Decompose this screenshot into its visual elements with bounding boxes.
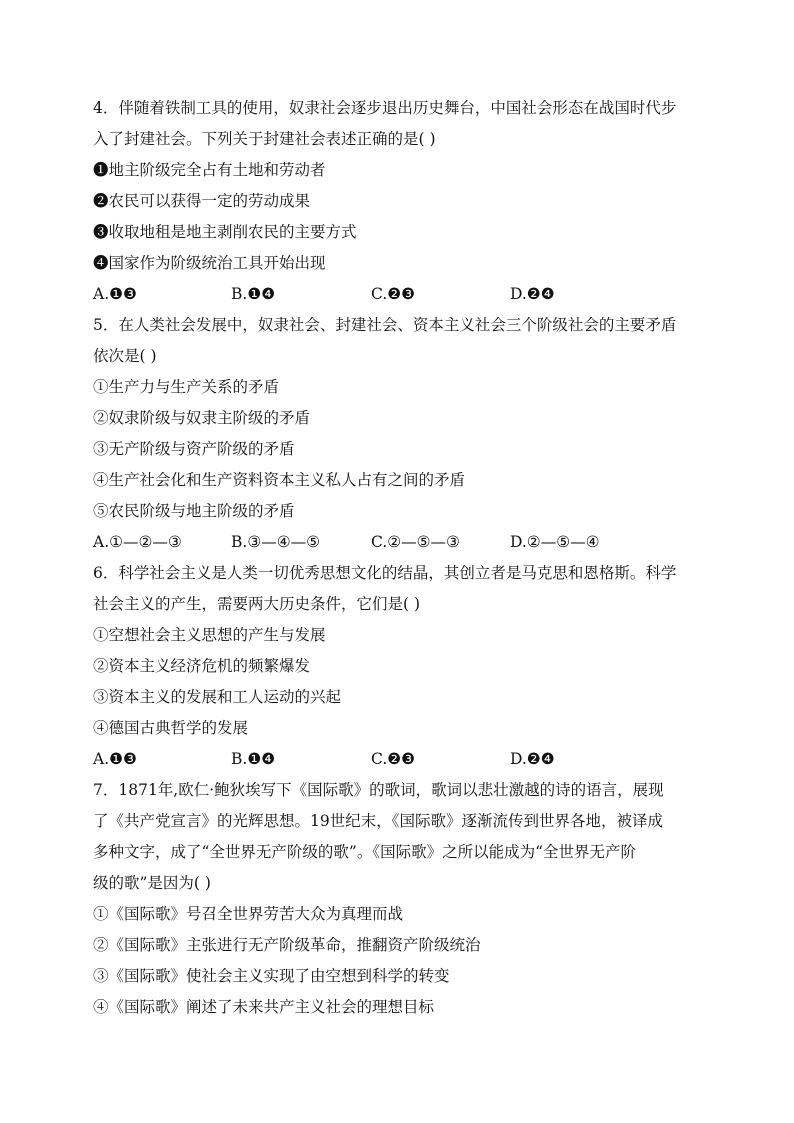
option-item: ④《国际歌》阐述了未来共产主义社会的理想目标 [93, 998, 435, 1016]
option-item: ❷农民可以获得一定的劳动成果 [93, 192, 311, 210]
question-5 [93, 310, 705, 558]
question-4 [93, 93, 705, 310]
exam-page [93, 93, 705, 1023]
answer-choices [93, 279, 705, 310]
question-6 [93, 558, 705, 775]
question-stem-line: 6．科学社会主义是人类一切优秀思想文化的结晶，其创立者是马克思和恩格斯。科学 [93, 564, 677, 582]
choice-a: A.①—②—③ [93, 533, 182, 551]
option-item: ❸收取地租是地主剥削农民的主要方式 [93, 223, 357, 241]
question-stem-line: 了《共产党宣言》的光辉思想。19世纪末，《国际歌》逐渐流传到世界各地，被译成 [93, 812, 663, 830]
option-item: ⑤农民阶级与地主阶级的矛盾 [93, 502, 295, 520]
option-item: ①空想社会主义思想的产生与发展 [93, 626, 326, 644]
choice-a: A.❶❸ [93, 750, 137, 768]
option-item: ①《国际歌》号召全世界劳苦大众为真理而战 [93, 905, 404, 923]
choice-b: B.③—④—⑤ [231, 533, 321, 551]
question-stem-line: 级的歌”是因为( ) [93, 874, 211, 892]
question-stem-line: 入了封建社会。下列关于封建社会表述正确的是( ) [93, 130, 436, 148]
option-item: ②《国际歌》主张进行无产阶级革命，推翻资产阶级统治 [93, 936, 481, 954]
option-item: ①生产力与生产关系的矛盾 [93, 378, 280, 396]
question-stem-line: 社会主义的产生，需要两大历史条件，它们是( ) [93, 595, 421, 613]
choice-d: D.❷❹ [510, 750, 555, 768]
answer-choices [93, 527, 705, 558]
question-7 [93, 775, 705, 1023]
question-stem-line: 依次是( ) [93, 347, 157, 365]
question-stem-line: 7．1871年,欧仁·鲍狄埃写下《国际歌》的歌词，歌词以悲壮激越的诗的语言，展现 [93, 781, 664, 799]
option-item: ④生产社会化和生产资料资本主义私人占有之间的矛盾 [93, 471, 466, 489]
answer-choices [93, 744, 705, 775]
option-item: ❹国家作为阶级统治工具开始出现 [93, 254, 326, 272]
choice-b: B.❶❹ [231, 750, 276, 768]
choice-c: C.②—⑤—③ [371, 533, 460, 551]
question-stem-line: 多种文字，成了“全世界无产阶级的歌”。《国际歌》之所以能成为“全世界无产阶 [93, 843, 637, 861]
choice-d: D.②—⑤—④ [510, 533, 600, 551]
option-item: ❶地主阶级完全占有土地和劳动者 [93, 161, 326, 179]
option-item: ④德国古典哲学的发展 [93, 719, 249, 737]
option-item: ②资本主义经济危机的频繁爆发 [93, 657, 311, 675]
choice-d: D.❷❹ [510, 285, 555, 303]
option-item: ③《国际歌》使社会主义实现了由空想到科学的转变 [93, 967, 450, 985]
option-item: ②奴隶阶级与奴隶主阶级的矛盾 [93, 409, 311, 427]
question-stem-line: 4．伴随着铁制工具的使用，奴隶社会逐步退出历史舞台，中国社会形态在战国时代步 [93, 99, 677, 117]
option-item: ③无产阶级与资产阶级的矛盾 [93, 440, 295, 458]
option-item: ③资本主义的发展和工人运动的兴起 [93, 688, 342, 706]
choice-b: B.❶❹ [231, 285, 276, 303]
question-stem-line: 5．在人类社会发展中，奴隶社会、封建社会、资本主义社会三个阶级社会的主要矛盾 [93, 316, 677, 334]
choice-a: A.❶❸ [93, 285, 137, 303]
choice-c: C.❷❸ [371, 285, 416, 303]
choice-c: C.❷❸ [371, 750, 416, 768]
